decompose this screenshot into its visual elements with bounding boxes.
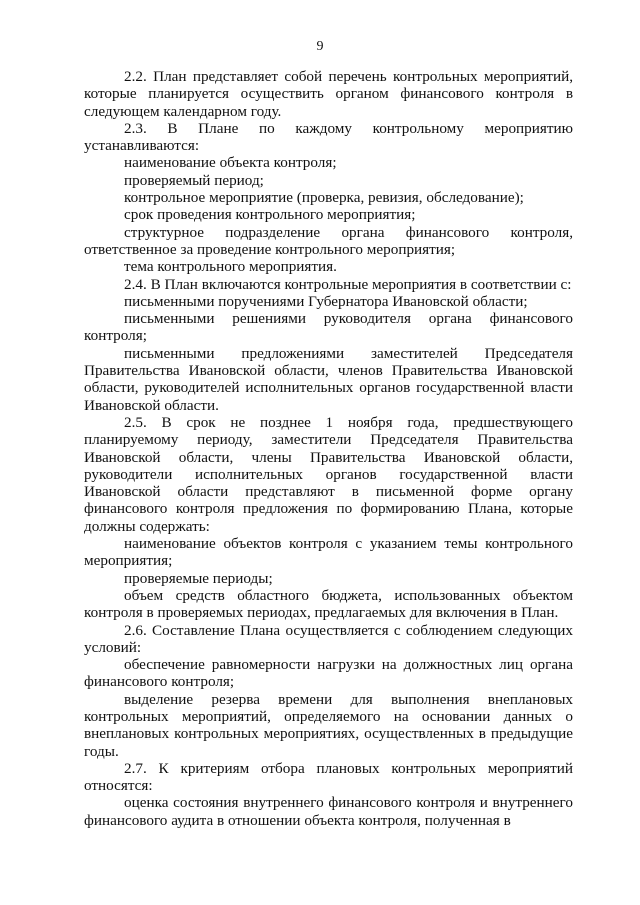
- list-item: контрольное мероприятие (проверка, ревизия, обследование);: [124, 189, 524, 207]
- list-item: наименование объекта контроля;: [124, 154, 337, 172]
- list-item: проверяемый период;: [124, 171, 264, 189]
- paragraph-2-3: 2.3. В Плане по каждому контрольному мероприятию устанавливаются:: [84, 119, 573, 155]
- page-number: 9: [316, 39, 324, 54]
- document-body: [84, 68, 573, 829]
- paragraph-2-6: 2.6. Составление Плана осуществляется с соблюдением следующих условий:: [84, 621, 573, 656]
- list-item: письменными поручениями Губернатора Ивановской области;: [124, 292, 528, 310]
- list-item: срок проведения контрольного мероприятия;: [124, 206, 416, 224]
- paragraph-2-5: 2.5. В срок не позднее 1 ноября года, предшествующего планируемому периоду, заместители Председателя Правительства Ивановской области, члены Правительства Ивановской области, руководители исполнительных органов государственной власти Ивановской области представляют в письменной форме органу финансового контроля предложения по формированию Плана, которые должны содержать:: [84, 413, 573, 535]
- list-item: оценка состояния внутреннего финансового контроля и внутреннего финансового аудита в отношении объекта контроля, полученная в: [84, 794, 573, 829]
- list-item: объем средств областного бюджета, использованных объектом контроля в проверяемых периодах, предлагаемых для включения в План.: [84, 586, 573, 622]
- list-item: тема контрольного мероприятия.: [124, 258, 337, 276]
- list-item: письменными решениями руководителя органа финансового контроля;: [84, 310, 573, 345]
- paragraph-2-7: 2.7. К критериям отбора плановых контрольных мероприятий относятся:: [84, 759, 573, 795]
- list-item: письменными предложениями заместителей Председателя Правительства Ивановской области, членов Правительства Ивановской области, руководителей исполнительных органов государственной власти Ивановской области.: [84, 344, 573, 414]
- list-item: структурное подразделение органа финансового контроля, ответственное за проведение контрольного мероприятия;: [84, 223, 573, 258]
- paragraph-2-2: 2.2. План представляет собой перечень контрольных мероприятий, которые планируется осуществить органом финансового контроля в следующем календарном году.: [84, 68, 573, 120]
- list-item: проверяемые периоды;: [124, 569, 273, 587]
- list-item: выделение резерва времени для выполнения внеплановых контрольных мероприятий, определяемого на основании данных о внеплановых контрольных мероприятиях, осуществленных в предыдущие годы.: [84, 690, 573, 760]
- list-item: наименование объектов контроля с указанием темы контрольного мероприятия;: [84, 535, 573, 570]
- list-item: обеспечение равномерности нагрузки на должностных лиц органа финансового контроля;: [84, 656, 573, 691]
- paragraph-2-4: 2.4. В План включаются контрольные мероприятия в соответствии с:: [124, 275, 572, 293]
